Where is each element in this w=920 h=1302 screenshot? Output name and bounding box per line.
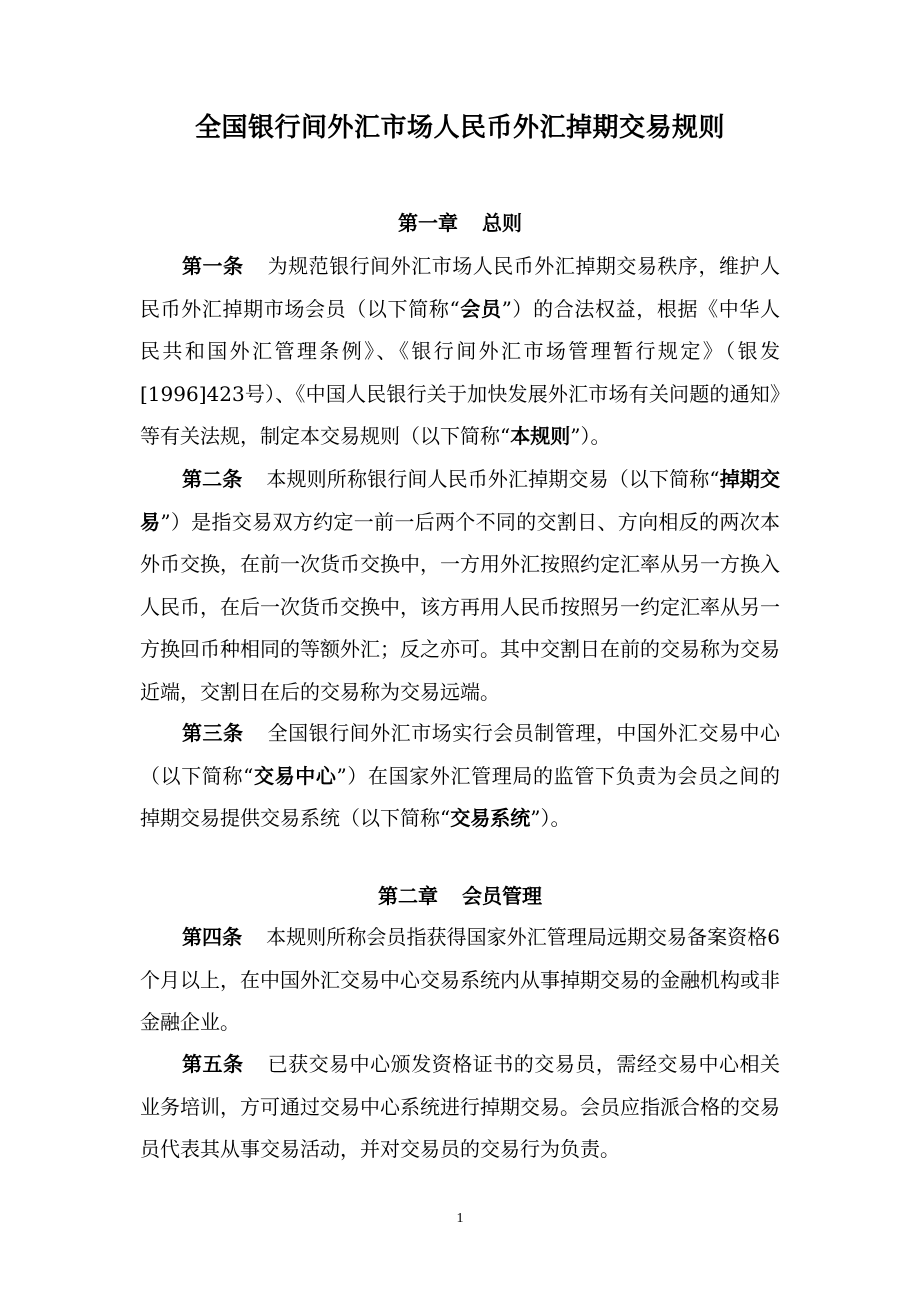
article-text: ”）。 xyxy=(570,424,611,448)
article-text: ”）在国家外汇管理局的监管下负责为会员之间的掉期交易提供交易系统（以下简称“ xyxy=(140,763,780,830)
defined-term: 交易系统 xyxy=(450,806,531,830)
defined-term: 掉期交易 xyxy=(140,467,780,534)
chapter-number: 第一章 xyxy=(398,211,458,235)
article-text: ”）是指交易双方约定一前一后两个不同的交割日、方向相反的两次本外币交换，在前一次货币交换中，一方用外汇按照约定汇率从另一方换入人民币，在后一次货币交换中，该方再用人民币按照另一约定汇率从另一方换回币种相同的等额外汇；反之亦可。其中交割日在前的交易称为交易近端，交割日在后的交易称为交易远端。 xyxy=(140,509,781,704)
article-number: 第五条 xyxy=(182,1052,244,1076)
article-number: 第一条 xyxy=(182,254,244,278)
article-text: ”）。 xyxy=(530,806,571,830)
article-text: 本规则所称会员指获得国家外汇管理局远期交易备案资格6个月以上，在中国外汇交易中心交易系统内从事掉期交易的金融机构或非金融企业。 xyxy=(140,925,780,1034)
article-5 xyxy=(140,1043,780,1171)
article-text: 已获交易中心颁发资格证书的交易员，需经交易中心相关业务培训，方可通过交易中心系统进行掉期交易。会员应指派合格的交易员代表其从事交易活动，并对交易员的交易行为负责。 xyxy=(140,1052,781,1161)
article-number: 第四条 xyxy=(182,925,243,949)
article-text: ”）的合法权益，根据《中华人民共和国外汇管理条例》、《银行间外汇市场管理暂行规定》（银发[1996]423号）、《中国人民银行关于加快发展外汇市场有关问题的通知》等有关法规，制定本交易规则（以下简称“ xyxy=(140,296,780,448)
article-1 xyxy=(140,245,780,458)
article-text: 为规范银行间外汇市场人民币外汇掉期交易秩序，维护人民币外汇掉期市场会员（以下简称“ xyxy=(140,254,781,321)
article-4 xyxy=(140,916,780,1044)
chapter-name: 会员管理 xyxy=(462,884,542,908)
article-text: 全国银行间外汇市场实行会员制管理，中国外汇交易中心（以下简称“ xyxy=(140,721,781,788)
chapter-number: 第二章 xyxy=(378,884,438,908)
chapter-name: 总则 xyxy=(482,211,522,235)
article-2 xyxy=(140,458,780,713)
defined-term: 交易中心 xyxy=(253,763,337,788)
defined-term: 本规则 xyxy=(510,424,571,448)
article-number: 第三条 xyxy=(182,721,244,745)
defined-term: 会员 xyxy=(459,296,502,321)
article-number: 第二条 xyxy=(182,467,243,491)
article-text: 本规则所称银行间人民币外汇掉期交易（以下简称“ xyxy=(266,467,720,491)
chapter-heading-1 xyxy=(0,207,920,236)
chapter-heading-2 xyxy=(0,880,920,909)
document-title: 全国银行间外汇市场人民币外汇掉期交易规则 xyxy=(194,113,725,143)
page-number: 1 xyxy=(456,1211,464,1226)
article-3 xyxy=(140,712,780,840)
